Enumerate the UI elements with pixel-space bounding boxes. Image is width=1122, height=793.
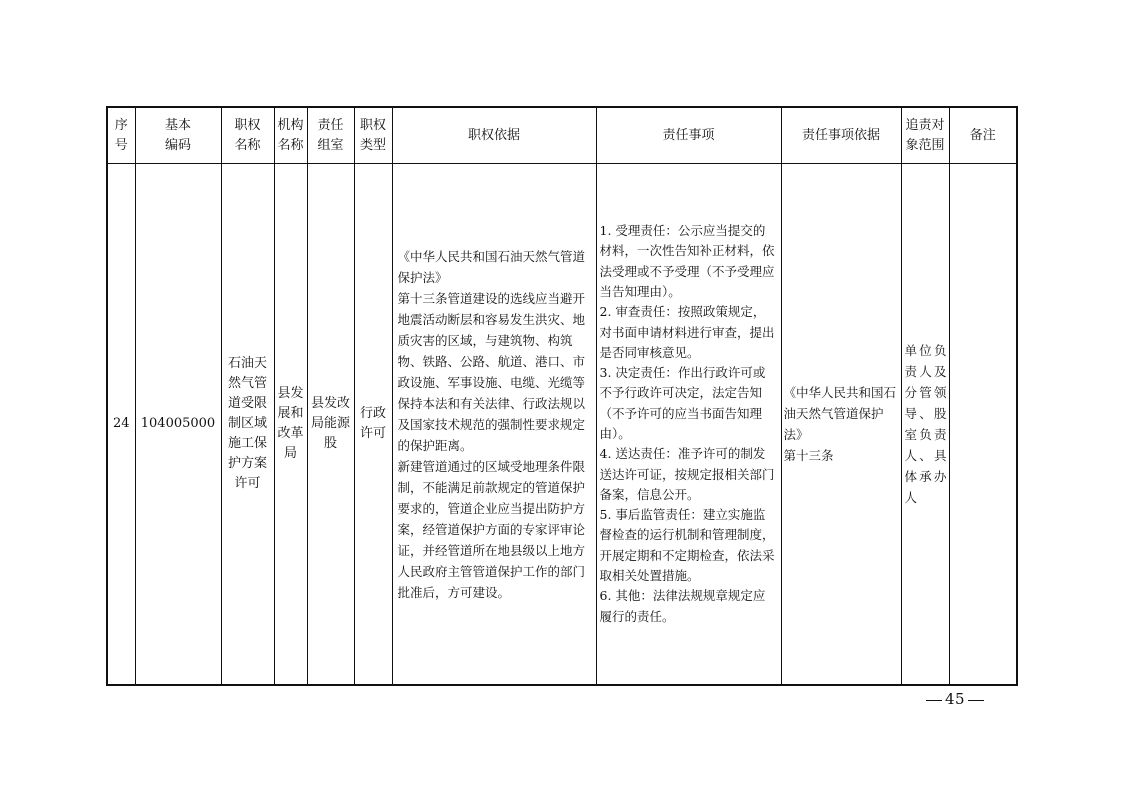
header-responsible-dept: 责任 组室: [307, 107, 354, 164]
duty-basis-article: 第十三条: [783, 448, 834, 463]
page-number: [920, 690, 990, 708]
header-remarks: 备注: [949, 107, 1017, 164]
page-number-value: 45: [944, 690, 966, 708]
header-duty-basis: 责任事项依据: [781, 107, 901, 164]
cell-org-name: 县发展和改革局: [274, 164, 307, 686]
basis-article-13: 第十三条管道建设的选线应当避开地震活动断层和容易发生洪灾、地质灾害的区域，与建筑物、构筑物、铁路、公路、航道、港口、市政设施、军事设施、电缆、光缆等保持本法和有关法律、行政法规以及国家技术规范的强制性要求规定的保护距离。: [397, 290, 586, 453]
basis-law-title: 《中华人民共和国石油天然气管道保护法》: [397, 248, 586, 285]
cell-power-name: 石油天然气管道受限制区域施工保护方案许可: [221, 164, 274, 686]
duty-basis-law-title: 《中华人民共和国石油天然气管道保护法》: [783, 385, 897, 442]
cell-seq: 24: [107, 164, 135, 686]
cell-duty-basis: [781, 164, 901, 686]
table-header-row: [107, 107, 1017, 164]
page-number-dash-right: [968, 700, 984, 701]
basis-new-pipeline-clause: 新建管道通过的区域受地理条件限制，不能满足前款规定的管道保护要求的，管道企业应当提出防护方案，经管道保护方面的专家评审论证，并经管道所在地县级以上地方人民政府主管管道保护工作的部门批准后，方可建设。: [397, 458, 586, 600]
header-org-name: 机构 名称: [274, 107, 307, 164]
header-power-basis: 职权依据: [392, 107, 596, 164]
duty-item: 2. 审查责任：按照政策规定，对书面申请材料进行审查，提出是否同审核意见。: [599, 304, 775, 360]
cell-responsible-dept: 县发改局能源股: [307, 164, 354, 686]
page-number-dash-left: [926, 700, 942, 701]
cell-accountability: 单位负责人及分管领导、股室负责人、具体承办人: [901, 164, 949, 686]
table-row: [107, 164, 1017, 686]
responsibility-table: [106, 106, 1018, 686]
header-code: 基本 编码: [135, 107, 221, 164]
header-power-type: 职权 类型: [354, 107, 392, 164]
duty-item: 4. 送达责任：准予许可的制发送达许可证，按规定报相关部门备案，信息公开。: [599, 446, 775, 502]
duty-item: 1. 受理责任：公示应当提交的材料，一次性告知补正材料，依法受理或不予受理（不予受理应当告知理由）。: [599, 223, 775, 299]
cell-duties: [596, 164, 781, 686]
responsibility-table-sheet: [106, 106, 1016, 686]
cell-power-basis: [392, 164, 596, 686]
header-seq: 序 号: [107, 107, 135, 164]
cell-code: 104005000: [135, 164, 221, 686]
duty-item: 3. 决定责任：作出行政许可或不予行政许可决定，法定告知（不予许可的应当书面告知理由）。: [599, 365, 766, 441]
duty-item: 6. 其他：法律法规规章规定应履行的责任。: [599, 588, 766, 624]
header-accountability: 追责对 象范围: [901, 107, 949, 164]
header-duties: 责任事项: [596, 107, 781, 164]
header-power-name: 职权 名称: [221, 107, 274, 164]
cell-power-type: 行政许可: [354, 164, 392, 686]
cell-remarks: [949, 164, 1017, 686]
duty-item: 5. 事后监管责任：建立实施监督检查的运行机制和管理制度，开展定期和不定期检查，依法采取相关处置措施。: [599, 507, 775, 584]
